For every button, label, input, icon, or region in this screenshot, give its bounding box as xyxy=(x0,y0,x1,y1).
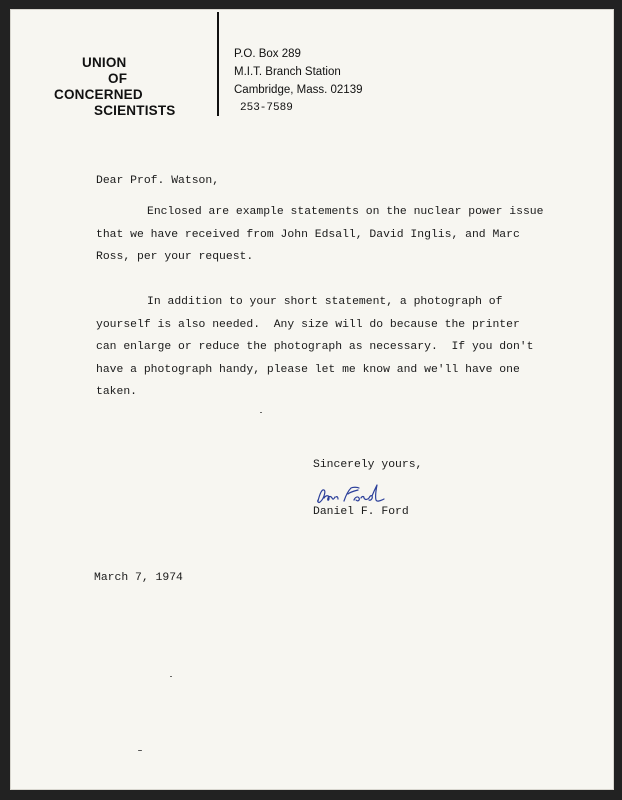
paragraph-line: taken. xyxy=(96,386,138,398)
paragraph-line: Enclosed are example statements on the nuclear power issue xyxy=(147,206,544,218)
address-line: Cambridge, Mass. 02139 xyxy=(234,84,363,96)
org-name-line: SCIENTISTS xyxy=(94,103,176,118)
paragraph-line: that we have received from John Edsall, David Inglis, and Marc xyxy=(96,228,520,241)
paper-speck xyxy=(260,412,262,413)
address-line: M.I.T. Branch Station xyxy=(234,66,341,78)
paragraph-line: have a photograph handy, please let me know and we'll have one xyxy=(96,363,520,376)
letterhead-address xyxy=(234,45,362,117)
letter-date: March 7, 1974 xyxy=(94,572,183,584)
org-name-line: CONCERNED xyxy=(54,87,143,102)
phone-number: 253-7589 xyxy=(240,102,293,114)
letter-page xyxy=(10,9,614,790)
paper-speck xyxy=(170,676,172,677)
paragraph-line: Ross, per your request. xyxy=(96,251,254,263)
paragraph-line: yourself is also needed. Any size will do because the printer xyxy=(96,318,520,331)
org-name-line: UNION xyxy=(82,55,127,70)
organization-name xyxy=(50,55,176,119)
salutation: Dear Prof. Watson, xyxy=(96,175,220,187)
paragraph-line: can enlarge or reduce the photograph as necessary. If you don't xyxy=(96,341,534,353)
signer-name: Daniel F. Ford xyxy=(313,506,409,518)
closing: Sincerely yours, xyxy=(313,459,423,471)
paragraph-line: In addition to your short statement, a photograph of xyxy=(147,296,503,308)
org-name-line: OF xyxy=(108,71,128,86)
address-line: P.O. Box 289 xyxy=(234,48,301,60)
handwritten-signature xyxy=(314,481,394,509)
letterhead-divider xyxy=(217,12,219,116)
paragraph-2 xyxy=(96,291,533,404)
paragraph-1 xyxy=(96,201,543,269)
paper-speck xyxy=(138,750,142,751)
